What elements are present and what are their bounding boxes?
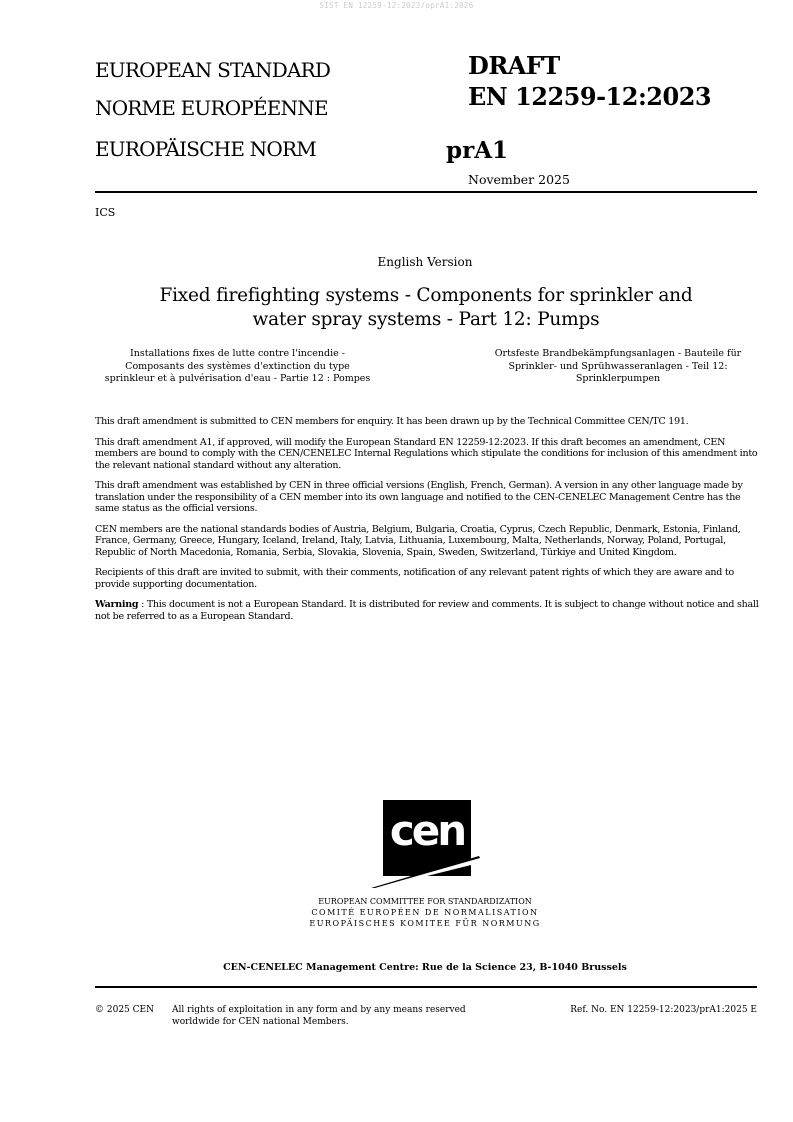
title-german-line: Sprinklerpumpen [575,373,661,384]
paragraph-warning [95,599,763,622]
committee-names [0,896,793,929]
paragraph-amendment: This draft amendment A1, if approved, will modify the European Standard EN 12259-12:2023. If this draft becomes an amendment, CEN members are bound to comply with the CEN/CENELEC Internal Regulations which stipulate the conditions for inclusion of this amendment into the relevant national standard without any alteration. [95,436,758,471]
draft-label: DRAFT [468,51,560,80]
publication-date: November 2025 [468,172,570,187]
standard-name-fr: NORME EUROPÉENNE [95,96,328,120]
rights-line-1: All rights of exploitation in any form and by any means reserved [172,1005,466,1015]
warning-text: : This document is not a European Standard. It is distributed for review and comments. It is subject to change without notice and shall not be referred to as a European Standard. [95,599,759,622]
paragraph-patents: Recipients of this draft are invited to submit, with their comments, notification of any relevant patent rights of which they are aware and to provide supporting documentation. [95,567,734,590]
management-centre: CEN-CENELEC Management Centre: Rue de la Science 23, B-1040 Brussels [223,962,627,973]
amendment-label: prA1 [446,137,509,164]
standard-name-en: EUROPEAN STANDARD [95,58,331,82]
ics-label: ICS [95,206,116,219]
title-french-line: Composants des systèmes d'extinction du type [125,360,350,372]
copyright: © 2025 CEN [95,1005,154,1015]
footer-divider [95,986,757,988]
title-german-line: Sprinkler- und Sprühwasseranlagen - Teil 12: [508,360,728,372]
title-german [468,348,768,386]
title-french-line: sprinkleur et à pulvérisation d'eau - Partie 12 : Pompes [104,373,371,384]
title-french [90,348,385,386]
title-line-1: Fixed firefighting systems - Components for sprinkler and [159,285,693,306]
standard-number: EN 12259-12:2023 [468,82,712,111]
paragraph-members: CEN members are the national standards bodies of Austria, Belgium, Bulgaria, Croatia, Cyprus, Czech Republic, Denmark, Estonia, Finland, France, Germany, Greece, Hungary, Iceland, Ireland, Italy, Latvia, Lithuania, Luxembourg, Malta, Netherlands, Norway, Poland, Portugal, Republic of North Macedonia, Romania, Serbia, Slovakia, Slovenia, Spain, Sweden, Switzerland, Türkiye and United Kingdom. [95,523,741,558]
paragraph-enquiry: This draft amendment is submitted to CEN members for enquiry. It has been drawn up by the Technical Committee CEN/TC 191. [95,416,689,427]
committee-de: EUROPÄISCHES KOMITEE FÜR NORMUNG [309,919,541,928]
body-text [95,416,763,631]
version-label: English Version [377,255,473,269]
standard-name-de: EUROPÄISCHE NORM [95,137,316,161]
reference-number: Ref. No. EN 12259-12:2023/prA1:2025 E [570,1005,757,1015]
cen-logo-icon [371,800,483,888]
paragraph-versions: This draft amendment was established by CEN in three official versions (English, French, German). A version in any other language made by translation under the responsibility of a CEN member into its own language and notified to the CEN-CENELEC Management Centre has the same status as the official versions. [95,480,743,514]
committee-fr: COMITÉ EUROPÉEN DE NORMALISATION [311,908,539,917]
watermark: SIST EN 12259-12:2023/oprA1:2026 [319,1,474,10]
title-line-2: water spray systems - Part 12: Pumps [252,309,600,330]
title-german-line: Ortsfeste Brandbekämpfungsanlagen - Bauteile für [494,348,742,359]
committee-en: EUROPEAN COMMITTEE FOR STANDARDIZATION [318,897,532,906]
title-french-line: Installations fixes de lutte contre l'incendie - [130,348,345,359]
rights-line-2: worldwide for CEN national Members. [172,1016,349,1027]
header-divider [95,191,757,193]
rights-notice [172,1005,512,1028]
cen-logo-text: cen [389,806,465,855]
document-title [95,284,757,332]
warning-label: Warning [95,599,139,610]
